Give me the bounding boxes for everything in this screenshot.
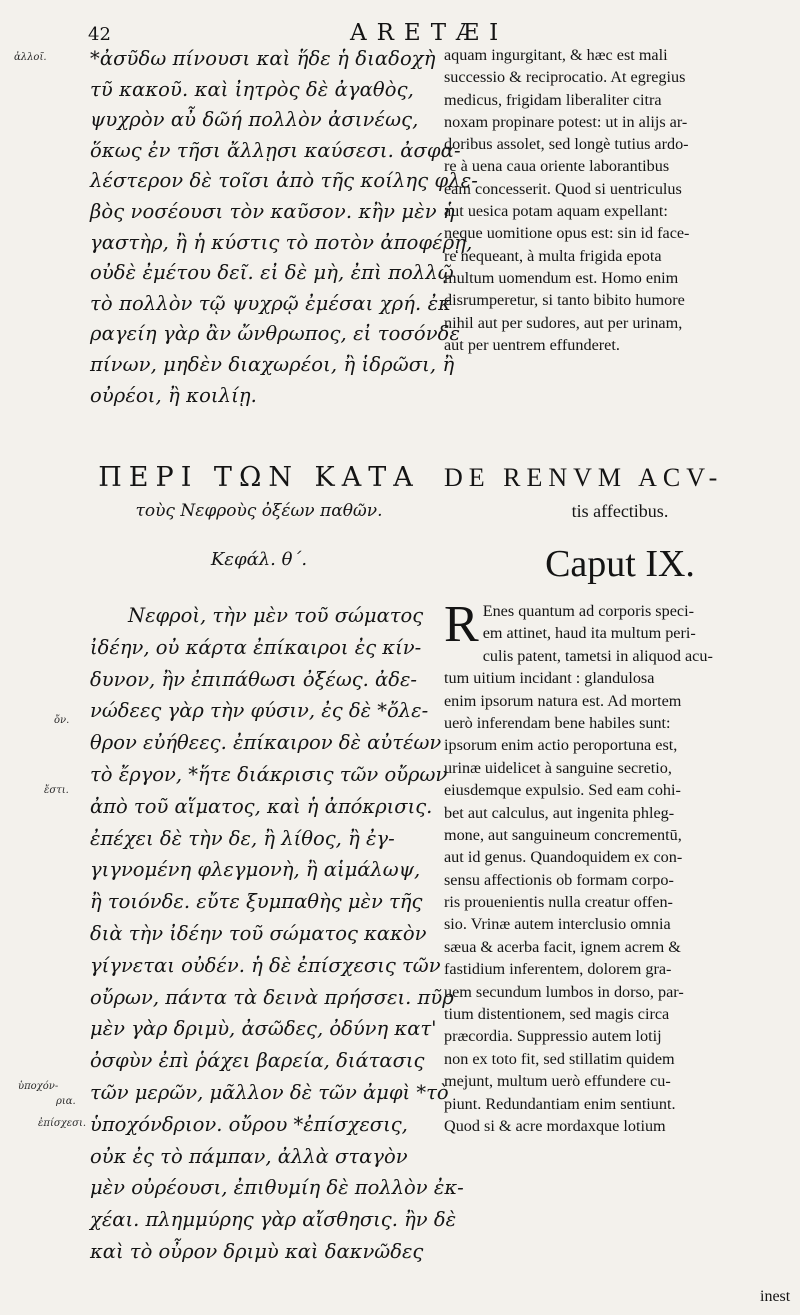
greek-section-heading <box>90 460 428 582</box>
latin-line: aquam ingurgitant, & hæc est mali <box>444 46 668 64</box>
greek-line: τὸ ἔργον, *ἥτε διάκρισις τῶν οὔρων <box>90 762 448 786</box>
latin-line: doribus assolet, sed longè tutius ardo- <box>444 135 689 154</box>
greek-column-bottom <box>90 600 464 1268</box>
latin-heading-title: DE RENVM ACV- <box>444 463 724 492</box>
greek-line: τῶν μερῶν, μᾶλλον δὲ τῶν ἀμφὶ *τὸ <box>90 1080 449 1104</box>
latin-line: aut per uentrem effunderet. <box>444 335 620 354</box>
latin-line: eiusdemque expulsio. Sed eam cohi- <box>444 781 681 800</box>
margin-note: ὄν. <box>54 715 70 726</box>
latin-line: neque uomitione opus est: sin id face- <box>444 224 690 243</box>
margin-note: ἀλλοῖ. <box>14 52 47 63</box>
latin-line: re à uena caua oriente laborantibus <box>444 157 670 176</box>
greek-line: ὀσφὺν ἐπὶ ῥάχει βαρεία, διάτασις <box>90 1049 425 1073</box>
catchword: inest <box>760 1288 791 1305</box>
latin-line: sio. Vrinæ autem interclusio omnia <box>444 915 671 934</box>
latin-line: urinæ uidelicet à sanguine secretio, <box>444 758 672 777</box>
latin-line: medicus, frigidam liberaliter citra <box>444 90 662 109</box>
latin-line: disrumperetur, si tanto bibito humore <box>444 291 685 310</box>
greek-line: τὸ πολλὸν τῷ ψυχρῷ ἐμέσαι χρή. ἐκ <box>90 291 452 315</box>
greek-line: οὐκ ἐς τὸ πάμπαν, ἀλλὰ σταγὸν <box>90 1144 408 1168</box>
greek-line: οὔρων, πάντα τὰ δεινὰ πρήσσει. πῦρ <box>90 985 454 1009</box>
greek-line: νώδεες γὰρ τὴν φύσιν, ἐς δὲ *ὄλε- <box>90 699 429 723</box>
latin-line: uem secundum lumbos in dorso, par- <box>444 982 684 1001</box>
latin-chapter-label: Caput IX. <box>545 543 695 585</box>
greek-line: γίγνεται οὐδέν. ἡ δὲ ἐπίσχεσις τῶν <box>90 953 441 977</box>
greek-line: μὲν γὰρ δριμὺ, ἀσῶδες, ὀδύνη κατ' <box>90 1017 437 1041</box>
latin-line: ipsorum enim actio peroportuna est, <box>444 736 678 755</box>
latin-line: sæua & acerba facit, ignem acrem & <box>444 937 681 956</box>
latin-line: tum uitium incidant : glandulosa <box>444 669 655 688</box>
latin-line: re nequeant, à multa frigida epota <box>444 246 662 265</box>
latin-line: non ex toto fit, sed stillatim quidem <box>444 1049 675 1068</box>
latin-line: ris prouenientis nulla creatur offen- <box>444 893 673 912</box>
latin-line: culis patent, tametsi in aliquod acu- <box>482 646 713 665</box>
greek-heading-subtitle: τοὺς Νεφροὺς ὀξέων παθῶν. <box>135 501 383 521</box>
greek-chapter-label: Κεφάλ. θ΄. <box>210 549 308 570</box>
latin-line: mone, aut sanguineum concrementū, <box>444 825 682 844</box>
greek-line: ἰδέην, οὐ κάρτα ἐπίκαιροι ἐς κίν- <box>90 635 422 659</box>
latin-line: successio & reciprocatio. At egregius <box>444 68 686 87</box>
greek-line: χέαι. πλημμύρης γὰρ αἴσθησις. ἢν δὲ <box>90 1208 457 1232</box>
latin-heading-subtitle: tis affectibus. <box>571 501 669 521</box>
latin-line: Quod si & acre mordaxque lotium <box>444 1116 666 1135</box>
greek-line: οὐρέοι, ἢ κοιλίῃ. <box>90 383 257 407</box>
greek-line: καὶ τὸ οὖρον δριμὺ καὶ δακνῶδες <box>90 1239 424 1263</box>
latin-line: enim ipsorum natura est. Ad mortem <box>444 691 682 710</box>
greek-line: θρον εὐήθεες. ἐπίκαιρον δὲ αὐτέων <box>90 731 442 755</box>
latin-line: bet aut calculus, aut ingenita phleg- <box>444 803 675 822</box>
greek-line: βὸς νοσέουσι τὸν καῦσον. κἢν μὲν ἡ <box>90 199 455 223</box>
latin-line: multum uomendum est. Homo enim <box>444 268 679 287</box>
latin-line: noxam propinare potest: ut in alijs ar- <box>444 112 688 131</box>
greek-line: οὐδὲ ἐμέτου δεῖ. εἰ δὲ μὴ, ἐπὶ πολλῷ <box>90 261 454 285</box>
margin-note: ὑποχόν- <box>18 1081 59 1092</box>
latin-line: aut uesica potam aquam expellant: <box>444 202 668 221</box>
margin-note: ἐπίσχεσι. <box>38 1118 87 1129</box>
latin-line: præcordia. Suppressio autem lotij <box>444 1027 662 1046</box>
greek-line: ὑποχόνδριον. οὔρου *ἐπίσχεσις, <box>90 1112 408 1136</box>
greek-line: δυνον, ἢν ἐπιπάθωσι ὀξέως. ἀδε- <box>90 667 418 691</box>
greek-line: Νεφροὶ, τὴν μὲν τοῦ σώματος <box>128 604 424 627</box>
greek-line: ἐπέχει δὲ τὴν δε, ἢ λίθος, ἢ ἐγ- <box>90 826 395 850</box>
running-title: ARETÆI <box>350 20 509 46</box>
latin-line: tium distentionem, sed magis circa <box>444 1005 670 1024</box>
latin-line: eam concesserit. Quod si uentriculus <box>444 179 682 198</box>
greek-line: ψυχρὸν αὖ δῶή πολλὸν ἀσινέως, <box>90 108 419 132</box>
latin-column-bottom <box>444 596 796 1137</box>
greek-line: τῦ κακοῦ. καὶ ἰητρὸς δὲ ἀγαθὸς, <box>90 77 414 101</box>
greek-line: λέστερον δὲ τοῖσι ἀπὸ τῆς κοίλης φλε- <box>90 169 478 193</box>
greek-column-top <box>90 44 478 411</box>
greek-heading-title: ΠΕΡΙ ΤΩΝ ΚΑΤΑ <box>98 462 420 493</box>
latin-line: uerò inferendam bene habiles sunt: <box>444 713 671 732</box>
latin-line: aut id genus. Quandoquidem ex con- <box>444 848 683 867</box>
greek-line: πίνων, μηδὲν διαχωρέοι, ἢ ἱδρῶσι, ἢ <box>90 352 455 376</box>
latin-line: sensu affectionis ob formam corpo- <box>444 870 674 889</box>
greek-line: ραγείη γὰρ ἂν ὤνθρωπος, εἰ τοσόνδε <box>90 322 461 346</box>
greek-line: *ἀσῦδω πίνουσι καὶ ἥδε ἡ διαδοχὴ <box>90 47 436 70</box>
greek-line: μὲν οὐρέουσι, ἐπιθυμίη δὲ πολλὸν ἐκ- <box>90 1176 464 1200</box>
greek-line: ἢ τοιόνδε. εὔτε ξυμπαθὴς μὲν τῆς <box>90 890 423 914</box>
greek-line: γαστὴρ, ἢ ἡ κύστις τὸ ποτὸν ἀποφέρῃ, <box>90 230 473 254</box>
latin-line: em attinet, haud ita multum peri- <box>482 624 696 643</box>
margin-note: ἔστι. <box>44 785 69 796</box>
greek-line: ἀπὸ τοῦ αἵματος, καὶ ἡ ἀπόκρισις. <box>90 794 433 818</box>
page-number: 42 <box>88 24 111 45</box>
latin-line: mejunt, multum uerò effundere cu- <box>444 1072 671 1091</box>
greek-line: διὰ τὴν ἰδέην τοῦ σώματος κακὸν <box>90 921 427 945</box>
latin-line: piunt. Redundantiam enim sentiunt. <box>444 1094 676 1113</box>
greek-line: γιγνομένη φλεγμονὴ, ἢ αἱμάλωψ, <box>90 858 421 882</box>
margin-note: ρια. <box>56 1096 76 1107</box>
latin-line: nihil aut per sudores, aut per urinam, <box>444 313 683 332</box>
latin-dropcap: R <box>444 596 479 653</box>
latin-section-heading <box>444 460 796 594</box>
latin-column-top <box>444 44 796 356</box>
latin-line: fastidium inferentem, dolorem gra- <box>444 960 672 979</box>
latin-line: Enes quantum ad corporis speci- <box>482 602 694 620</box>
greek-line: ὅκως ἐν τῆσι ἄλλῃσι καύσεσι. ἀσφα- <box>90 138 461 162</box>
